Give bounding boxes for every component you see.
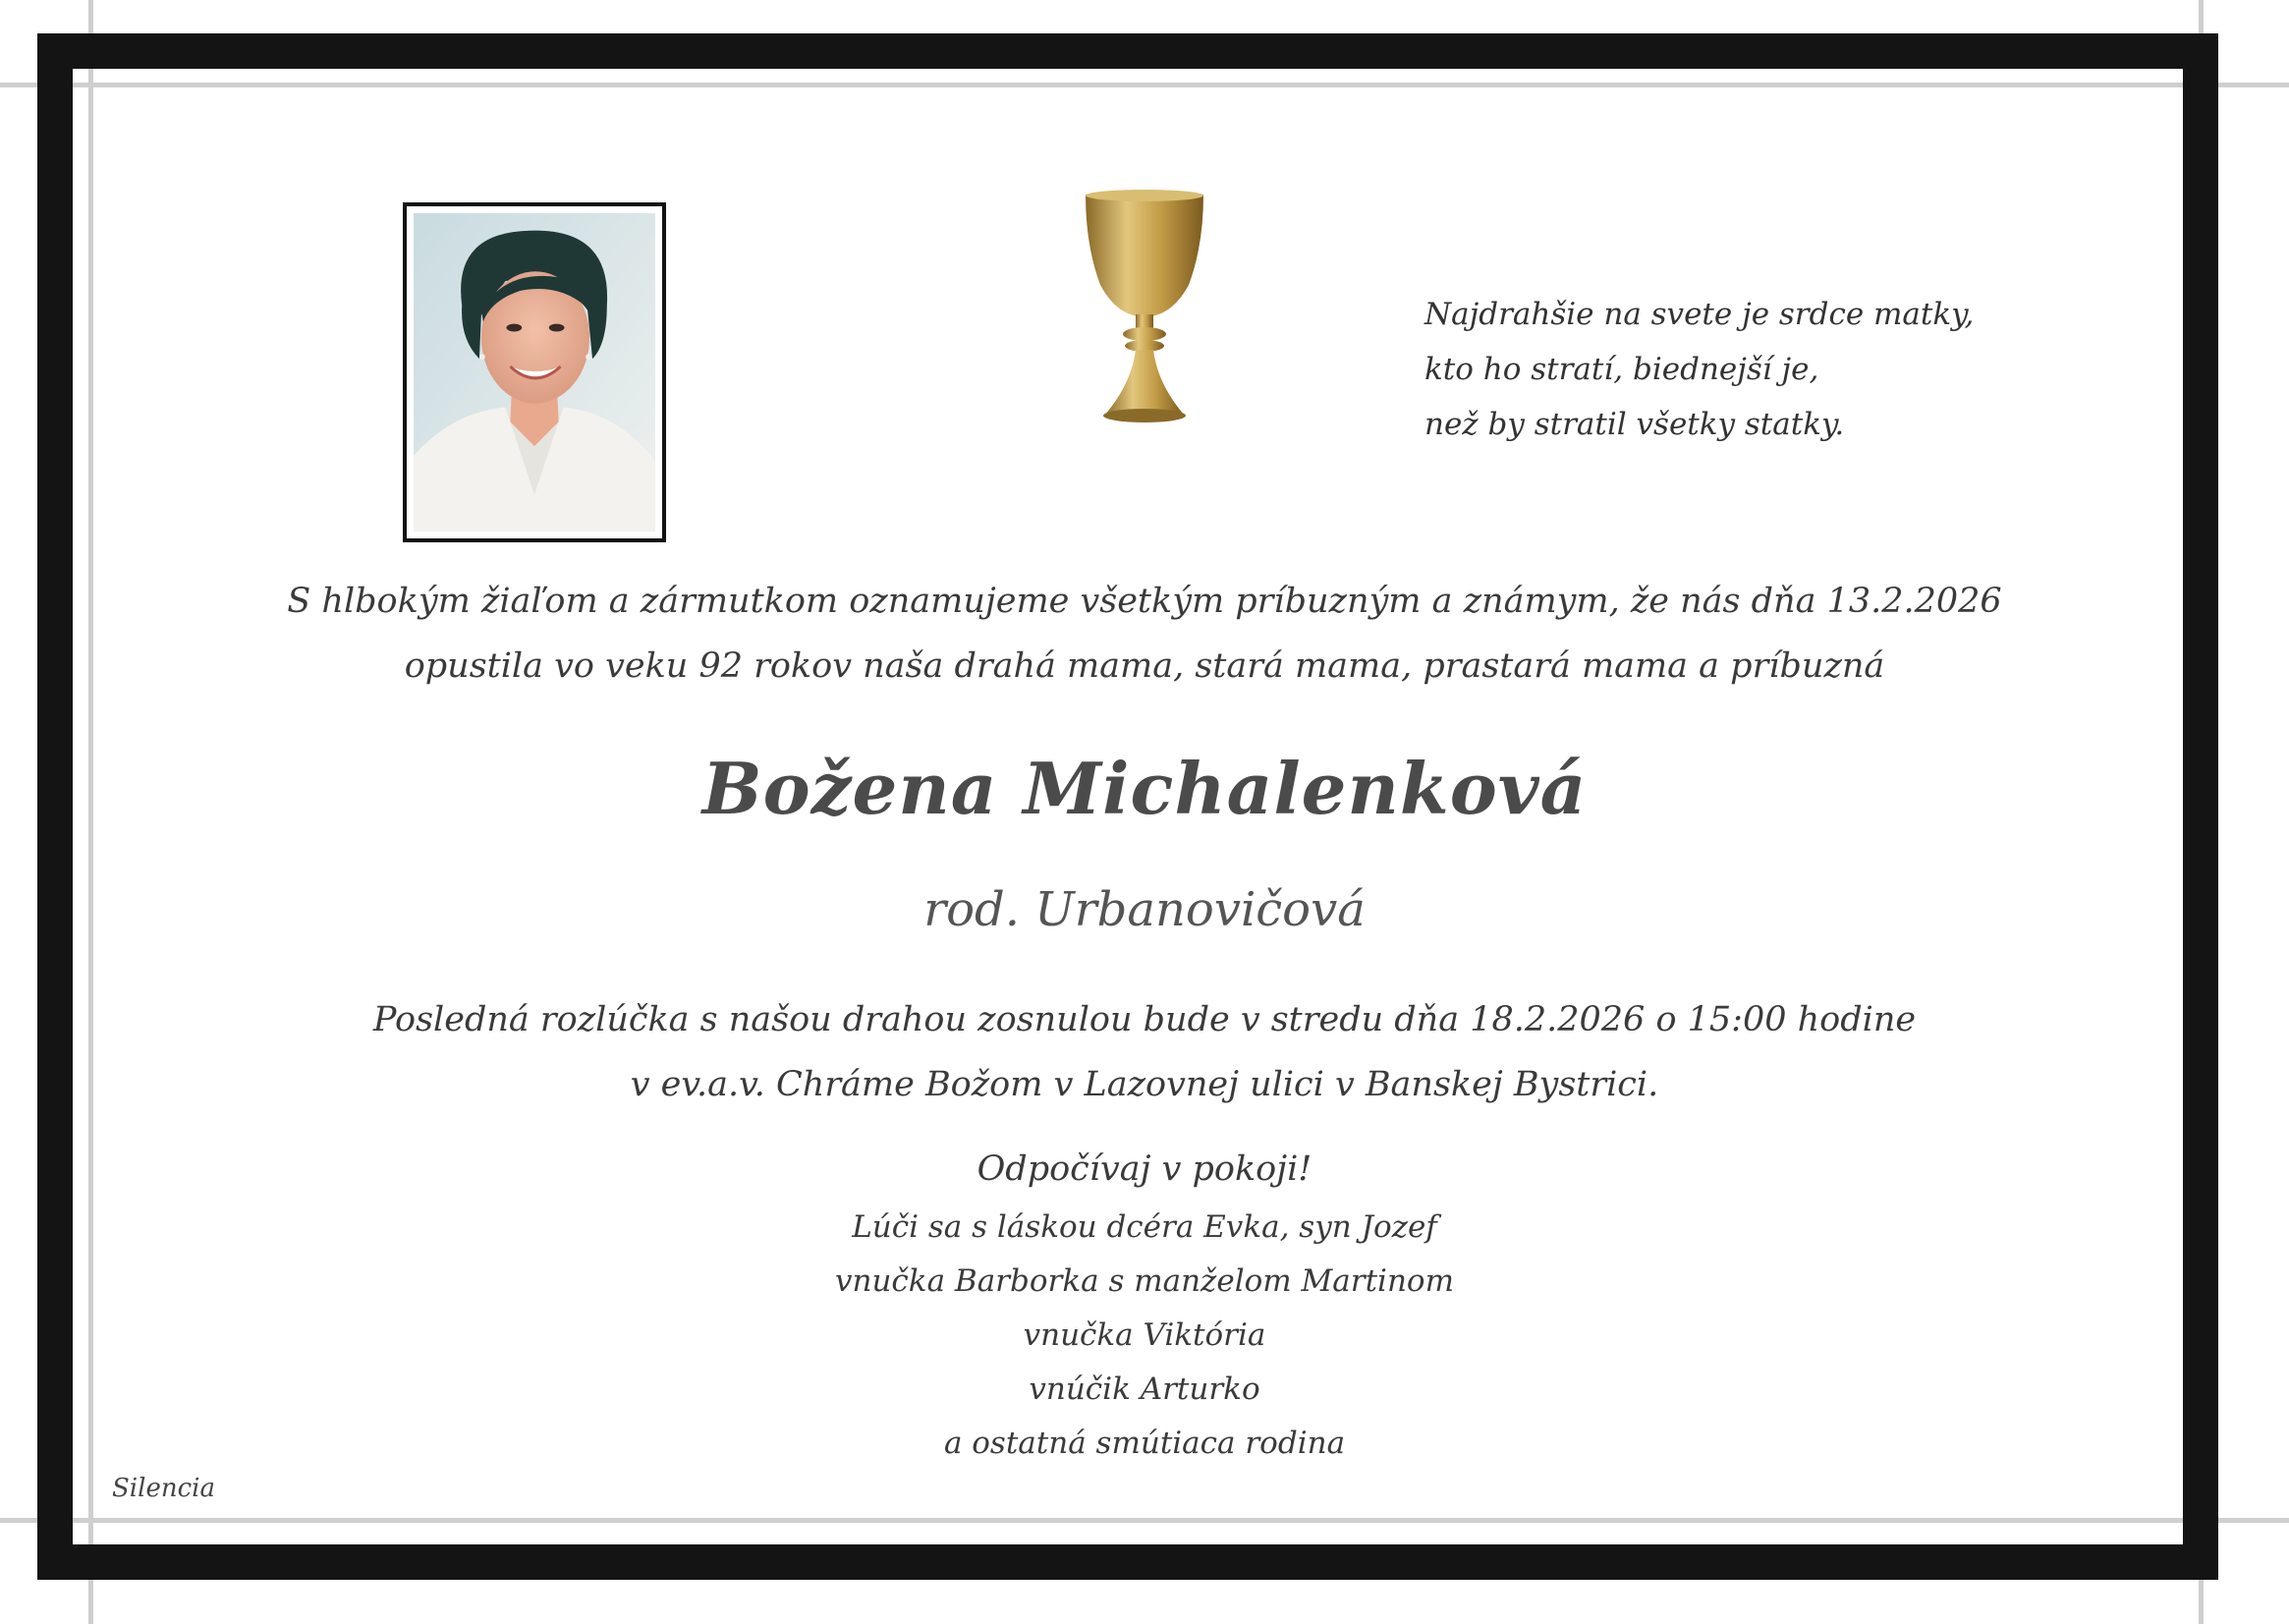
portrait-photo [403, 202, 666, 542]
poem-line: než by stratil všetky statky. [1424, 407, 1845, 442]
mourner-line: vnučka Barborka s manželom Martinom [834, 1263, 1454, 1299]
mourner-line: a ostatná smútiaca rodina [943, 1426, 1346, 1461]
portrait-image [414, 213, 655, 532]
announcement-line: opustila vo veku 92 rokov naša drahá mama, stará mama, prastará mama a príbuzná [404, 646, 1885, 686]
poem-line: kto ho stratí, biednejší je, [1424, 352, 1819, 387]
mourners-list [0, 1201, 2289, 1471]
deceased-name: Božena Michalenková [701, 747, 1588, 830]
brand-mark: Silencia [112, 1474, 215, 1503]
mourner-line: vnučka Viktória [1023, 1317, 1266, 1353]
ceremony-line: v ev.a.v. Chráme Božom v Lazovnej ulici v Banskej Bystrici. [630, 1065, 1659, 1104]
poem [1424, 287, 1975, 452]
chalice-icon [1081, 187, 1208, 427]
maiden-name: rod. Urbanovičová [923, 882, 1366, 937]
farewell-text: Odpočívaj v pokoji! [977, 1149, 1312, 1189]
ceremony-line: Posledná rozlúčka s našou drahou zosnulou bude v stredu dňa 18.2.2026 o 15:00 hodine [372, 1000, 1917, 1039]
mourner-line: Lúči sa s láskou dcéra Evka, syn Jozef [852, 1209, 1437, 1245]
poem-line: Najdrahšie na svete je srdce matky, [1424, 297, 1975, 332]
announcement-line: S hlbokým žiaľom a zármutkom oznamujeme všetkým príbuzným a známym, že nás dňa 13.2.2026 [287, 582, 2002, 621]
mourner-line: vnúčik Arturko [1029, 1372, 1260, 1407]
